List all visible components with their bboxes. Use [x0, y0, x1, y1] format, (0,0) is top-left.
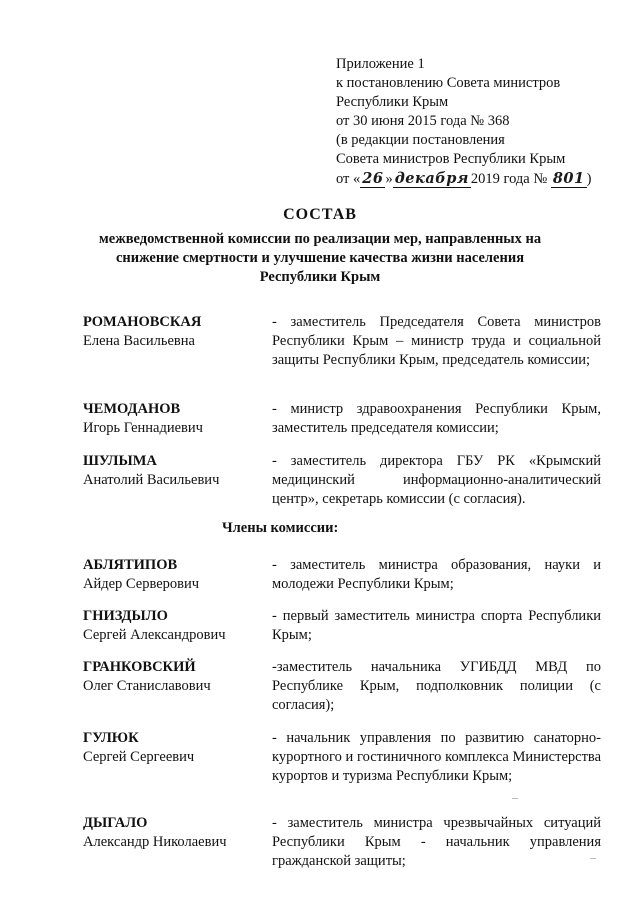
member-surname: ГНИЗДЫЛО [83, 608, 168, 624]
member-name: Анатолий Васильевич [83, 472, 220, 488]
handwritten-number: 801 [552, 170, 585, 187]
title-sub-3: Республики Крым [259, 269, 381, 285]
date-close: ) [586, 171, 592, 187]
handwritten-day: 26 [362, 170, 384, 187]
member-surname: РОМАНОВСКАЯ [83, 314, 202, 330]
date-year: 2019 года № [470, 171, 548, 187]
header-line-2: к постановлению Совета министров [336, 75, 561, 91]
handwritten-month: декабря [394, 170, 469, 187]
members-heading: Члены комиссии: [222, 520, 339, 536]
title-sub-2: снижение смертности и улучшение качества жизни населения [115, 250, 525, 266]
title-main: СОСТАВ [283, 206, 357, 223]
member-role: - заместитель директора ГБУ РК «Крымский медицинский информационно-аналитический центр», секретарь комиссии (с согласия). [272, 453, 601, 507]
member-name: Александр Николаевич [83, 834, 227, 850]
member-role: - заместитель Председателя Совета министров Республики Крым – министр труда и социальной защиты Республики Крым, председатель комиссии; [272, 314, 601, 368]
header-date-line [336, 169, 636, 189]
member-role: - заместитель министра образования, науки и молодежи Республики Крым; [272, 557, 601, 592]
member-role: - заместитель министра чрезвычайных ситуаций Республики Крым - начальник управления гражданской защиты; [272, 815, 601, 869]
member-surname: ГРАНКОВСКИЙ [83, 659, 196, 675]
member-name: Сергей Александрович [83, 627, 226, 643]
member-surname: ШУЛЫМА [83, 453, 157, 469]
scan-speck [590, 858, 596, 859]
title-sub-1: межведомственной комиссии по реализации мер, направленных на [98, 231, 542, 247]
date-mid: » [385, 171, 393, 187]
member-surname: ДЫГАЛО [83, 815, 148, 831]
member-role: - министр здравоохранения Республики Крым, заместитель председателя комиссии; [272, 401, 601, 436]
document-title [60, 206, 580, 287]
header-line-1: Приложение 1 [336, 56, 425, 72]
member-name: Айдер Серверович [83, 576, 200, 592]
header-line-3: Республики Крым [336, 94, 449, 110]
member-name: Сергей Сергеевич [83, 749, 195, 765]
member-role: - первый заместитель министра спорта Республики Крым; [272, 608, 601, 643]
header-line-5: (в редакции постановления [336, 132, 505, 148]
member-role: - начальник управления по развитию санаторно-курортного и гостиничного комплекса Министерства курортов и туризма Республики Крым; [272, 730, 601, 784]
member-name: Олег Станиславович [83, 678, 211, 694]
member-name: Игорь Геннадиевич [83, 420, 203, 436]
member-surname: ЧЕМОДАНОВ [83, 401, 181, 417]
member-surname: АБЛЯТИПОВ [83, 557, 178, 573]
member-surname: ГУЛЮК [83, 730, 139, 746]
header-line-6: Совета министров Республики Крым [336, 151, 566, 167]
date-prefix: от « [336, 171, 361, 187]
member-name: Елена Васильевна [83, 333, 195, 349]
header-line-4: от 30 июня 2015 года № 368 [336, 113, 510, 129]
member-role: -заместитель начальника УГИБДД МВД по Республике Крым, подполковник полиции (с согласия); [272, 659, 601, 713]
appendix-header [336, 55, 636, 189]
scan-speck [512, 798, 518, 799]
